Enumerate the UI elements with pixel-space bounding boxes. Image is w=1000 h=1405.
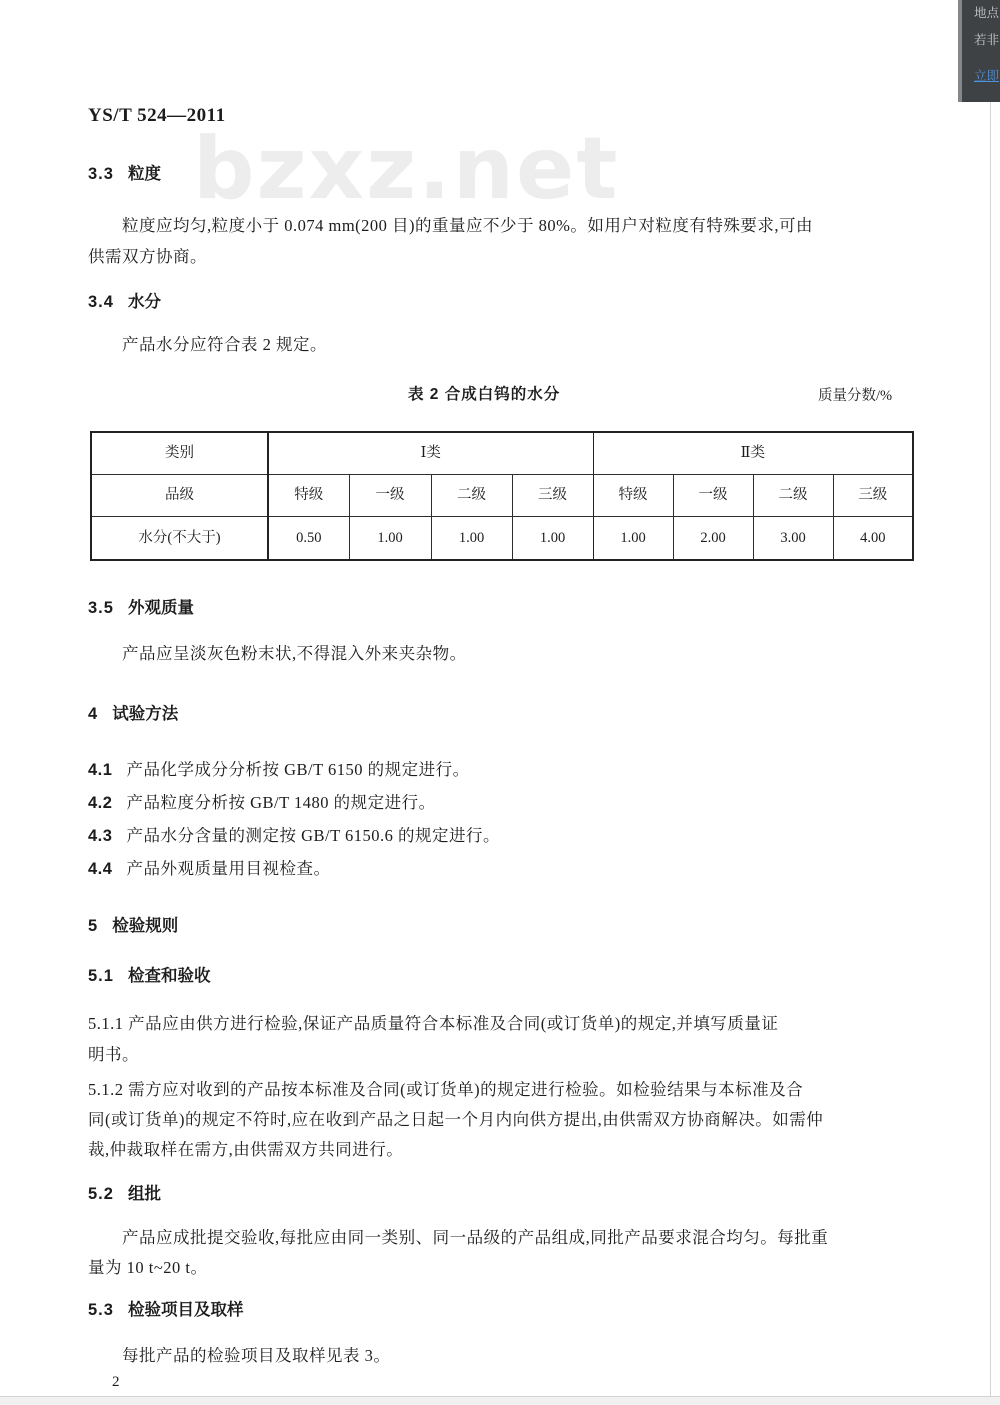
clause-text: 产品水分含量的测定按 GB/T 6150.6 的规定进行。	[126, 826, 500, 845]
clause-number: 4.4	[88, 860, 113, 878]
section-title: 组批	[127, 1185, 161, 1203]
section-heading-3-4	[88, 294, 161, 311]
popup-action-link[interactable]: 立即	[974, 69, 1000, 83]
section-title: 粒度	[127, 165, 161, 183]
section-heading-5-1	[88, 968, 210, 985]
table-cell: 品级	[91, 475, 268, 517]
section-title: 水分	[127, 293, 161, 311]
table-cell: 4.00	[833, 517, 913, 561]
section-heading-3-5	[88, 600, 194, 617]
table-cell: 二级	[753, 475, 833, 517]
section-heading-5-3	[88, 1302, 243, 1319]
popup-text-line: 地点	[974, 6, 1000, 20]
section-number: 3.4	[88, 293, 114, 311]
paragraph-line: 产品应成批提交验收,每批应由同一类别、同一品级的产品组成,同批产品要求混合均匀。每批重	[122, 1228, 829, 1247]
paragraph-line: 量为 10 t~20 t。	[88, 1258, 208, 1277]
table2-caption: 表 2 合成白钨的水分	[408, 386, 561, 403]
paragraph-line: 供需双方协商。	[88, 247, 207, 266]
section-heading-3-3	[88, 166, 161, 183]
page-number: 2	[112, 1374, 120, 1390]
table-cell: 一级	[673, 475, 753, 517]
table-cell: 特级	[593, 475, 673, 517]
table-cell: 三级	[512, 475, 593, 517]
clause-4-4	[88, 861, 330, 878]
paragraph-line: 明书。	[88, 1045, 139, 1064]
table-cell: 1.00	[349, 517, 431, 561]
doc-code-header: YS/T 524—2011	[88, 105, 226, 126]
section-number: 3.3	[88, 165, 114, 183]
clause-4-3	[88, 828, 500, 845]
table-row	[91, 517, 913, 561]
paragraph-line: 同(或订货单)的规定不符时,应在收到产品之日起一个月内向供方提出,由供需双方协商解决。如需仲	[88, 1110, 824, 1129]
section-title: 外观质量	[127, 599, 194, 617]
clause-number: 4.2	[88, 794, 113, 812]
paragraph-line: 5.1.1 产品应由供方进行检验,保证产品质量符合本标准及合同(或订货单)的规定,并填写质量证	[88, 1014, 779, 1033]
section-title: 试验方法	[112, 705, 179, 723]
table-cell: 一级	[349, 475, 431, 517]
section-number: 5.1	[88, 967, 114, 985]
paragraph-line: 产品水分应符合表 2 规定。	[122, 335, 327, 354]
table2-unit-label: 质量分数/%	[818, 388, 893, 404]
table-row	[91, 475, 913, 517]
table-cell: 0.50	[268, 517, 349, 561]
clause-4-2	[88, 795, 436, 812]
section-number: 3.5	[88, 599, 114, 617]
clause-number: 4.1	[88, 761, 113, 779]
section-number: 5.3	[88, 1301, 114, 1319]
paragraph-line: 裁,仲裁取样在需方,由供需双方共同进行。	[88, 1140, 404, 1159]
section-number: 5.2	[88, 1185, 114, 1203]
clause-4-1	[88, 762, 470, 779]
paragraph-line: 产品应呈淡灰色粉末状,不得混入外来夹杂物。	[122, 644, 467, 663]
section-title: 检验项目及取样	[127, 1301, 244, 1319]
table-cell: 水分(不大于)	[91, 517, 268, 561]
section-number: 5	[88, 917, 99, 935]
popup-text-line: 若非	[974, 33, 1000, 47]
table-cell: 1.00	[431, 517, 512, 561]
table-cell: 类别	[91, 432, 268, 475]
page-edge-vertical	[990, 0, 991, 1396]
table2	[90, 431, 914, 561]
clause-number: 4.3	[88, 827, 113, 845]
clause-text: 产品外观质量用目视检查。	[126, 859, 331, 878]
table-cell: 1.00	[593, 517, 673, 561]
section-title: 检查和验收	[127, 967, 211, 985]
section-number: 4	[88, 705, 99, 723]
clause-text: 产品化学成分分析按 GB/T 6150 的规定进行。	[126, 760, 470, 779]
paragraph-line: 粒度应均匀,粒度小于 0.074 mm(200 目)的重量应不少于 80%。如用户对粒度有特殊要求,可由	[122, 216, 814, 235]
paragraph-line: 每批产品的检验项目及取样见表 3。	[122, 1346, 391, 1365]
watermark: bzxz.net	[193, 119, 620, 219]
table-cell: 2.00	[673, 517, 753, 561]
table-cell: Ⅰ类	[268, 432, 593, 475]
section-heading-5	[88, 918, 178, 935]
table-cell: 三级	[833, 475, 913, 517]
table-cell: Ⅱ类	[593, 432, 913, 475]
table-cell: 二级	[431, 475, 512, 517]
site-popup-panel	[958, 0, 1000, 102]
section-heading-5-2	[88, 1186, 161, 1203]
table-cell: 1.00	[512, 517, 593, 561]
paragraph-line: 5.1.2 需方应对收到的产品按本标准及合同(或订货单)的规定进行检验。如检验结果与本标准及合	[88, 1080, 804, 1099]
clause-text: 产品粒度分析按 GB/T 1480 的规定进行。	[126, 793, 436, 812]
table-cell: 3.00	[753, 517, 833, 561]
section-title: 检验规则	[112, 917, 179, 935]
table-row	[91, 432, 913, 475]
table-cell: 特级	[268, 475, 349, 517]
section-heading-4	[88, 706, 178, 723]
